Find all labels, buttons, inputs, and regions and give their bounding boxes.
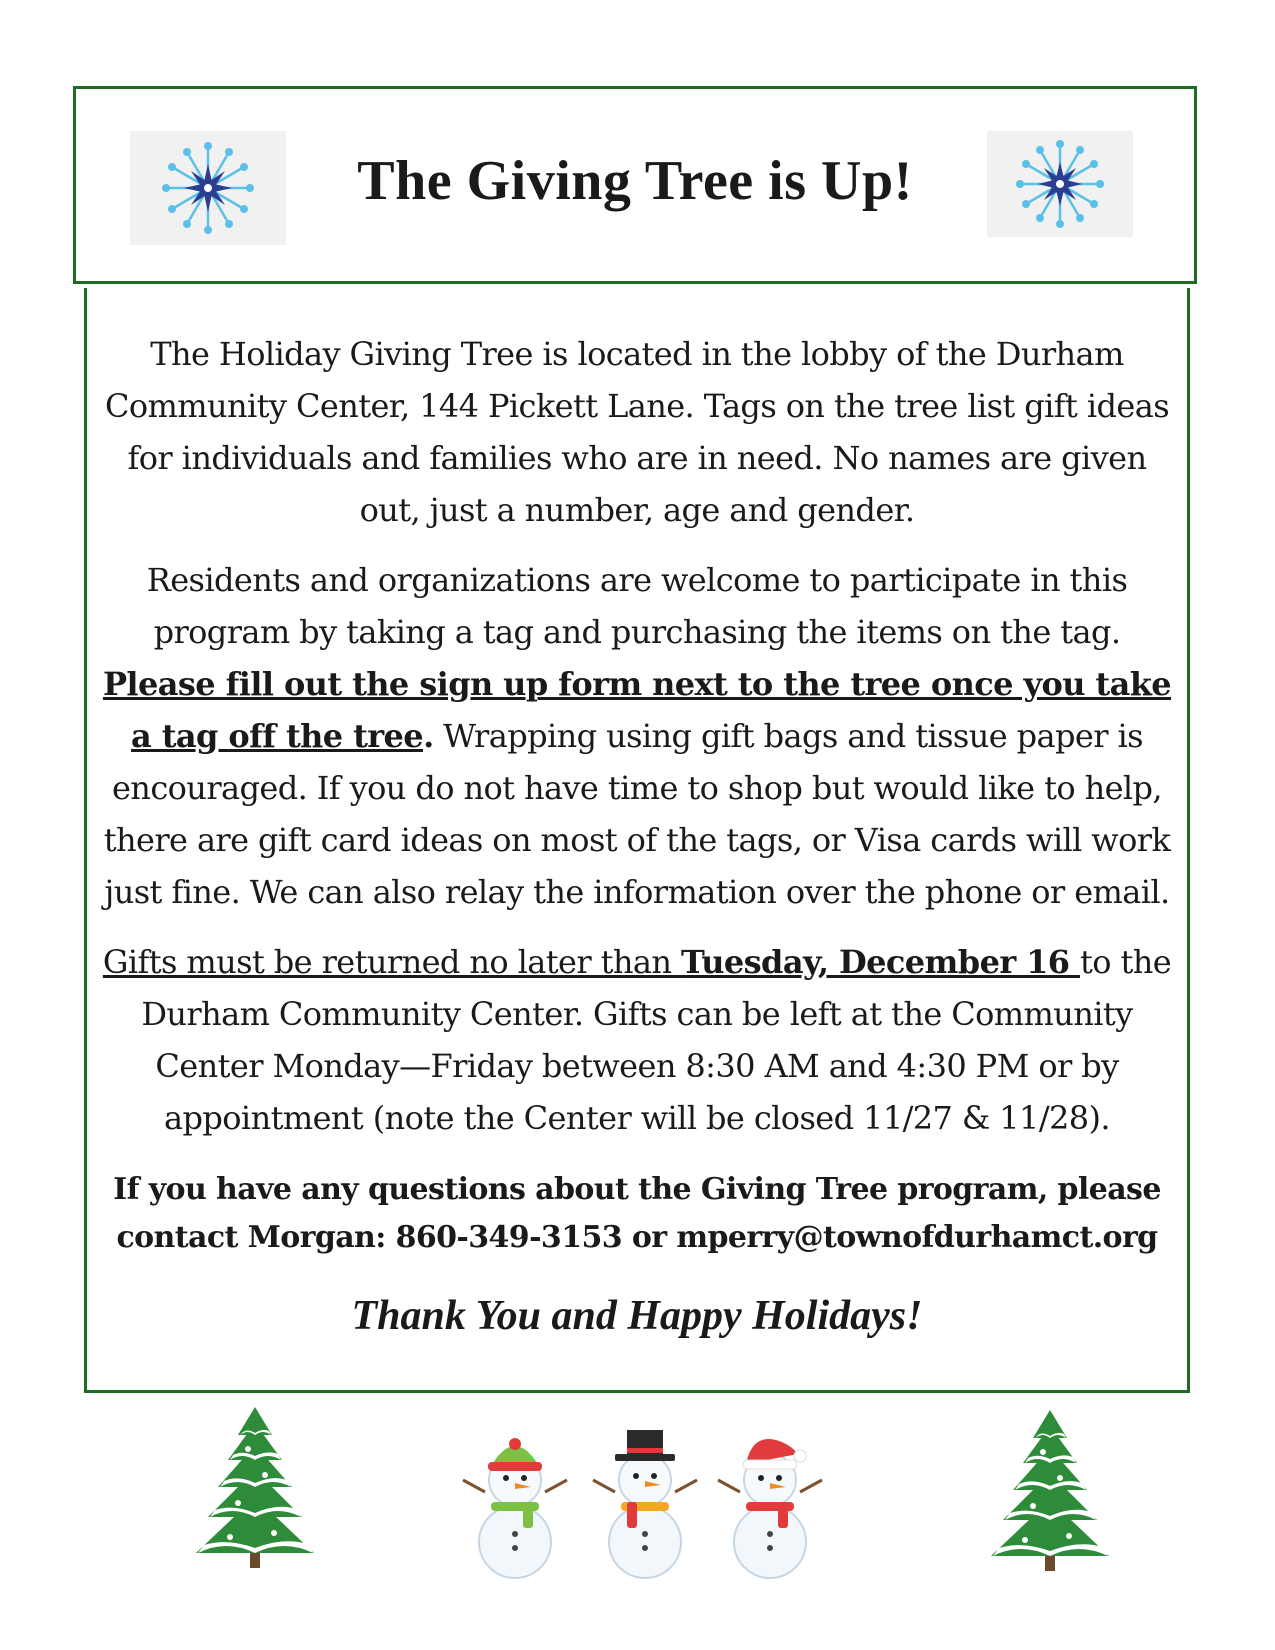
snowflake-icon (130, 131, 286, 245)
header-box (73, 86, 1197, 284)
participation-text: Residents and organizations are welcome to participate in this program by taking a tag and purchasing the items on the tag. (146, 561, 1128, 651)
deadline-date: Tuesday, December 16 (680, 943, 1080, 981)
deadline-lead: Gifts must be returned no later than (102, 943, 681, 981)
page-title: The Giving Tree is Up! (357, 150, 913, 212)
signup-instruction: Please fill out the sign up form next to the tree once you take a tag off the tree (102, 665, 1172, 755)
deadline-paragraph (97, 936, 1177, 1144)
snowy-pine-tree-icon (190, 1405, 320, 1570)
signup-period: . (423, 717, 434, 755)
participation-details: Wrapping using gift bags and tissue paper is encouraged. If you do not have time to shop but would like to help, there are gift card ideas on most of the tags, or Visa cards will work just fine. We can also relay the information over the phone or email. (103, 717, 1171, 911)
contact-info: If you have any questions about the Giving Tree program, please contact Morgan: 860-349-3153 or mperry@townofdurhamct.org (113, 1172, 1161, 1255)
snowy-pine-tree-icon (985, 1408, 1115, 1573)
intro-paragraph: The Holiday Giving Tree is located in the lobby of the Durham Community Center, 144 Pickett Lane. Tags on the tree list gift ideas for individuals and families who are in need. No names are given out, just a number, age and gender. (104, 335, 1170, 529)
snowflake-icon (987, 131, 1133, 237)
deadline-details: to the Durham Community Center. Gifts can be left at the Community Center Monday—Friday between 8:30 AM and 4:30 PM or by appointment (note the Center will be closed 11/27 & 11/28). (141, 943, 1172, 1137)
three-snowmen-icon (455, 1430, 835, 1580)
closing-message: Thank You and Happy Holidays! (351, 1293, 923, 1339)
body-box (84, 288, 1190, 1393)
participation-paragraph (97, 554, 1177, 918)
